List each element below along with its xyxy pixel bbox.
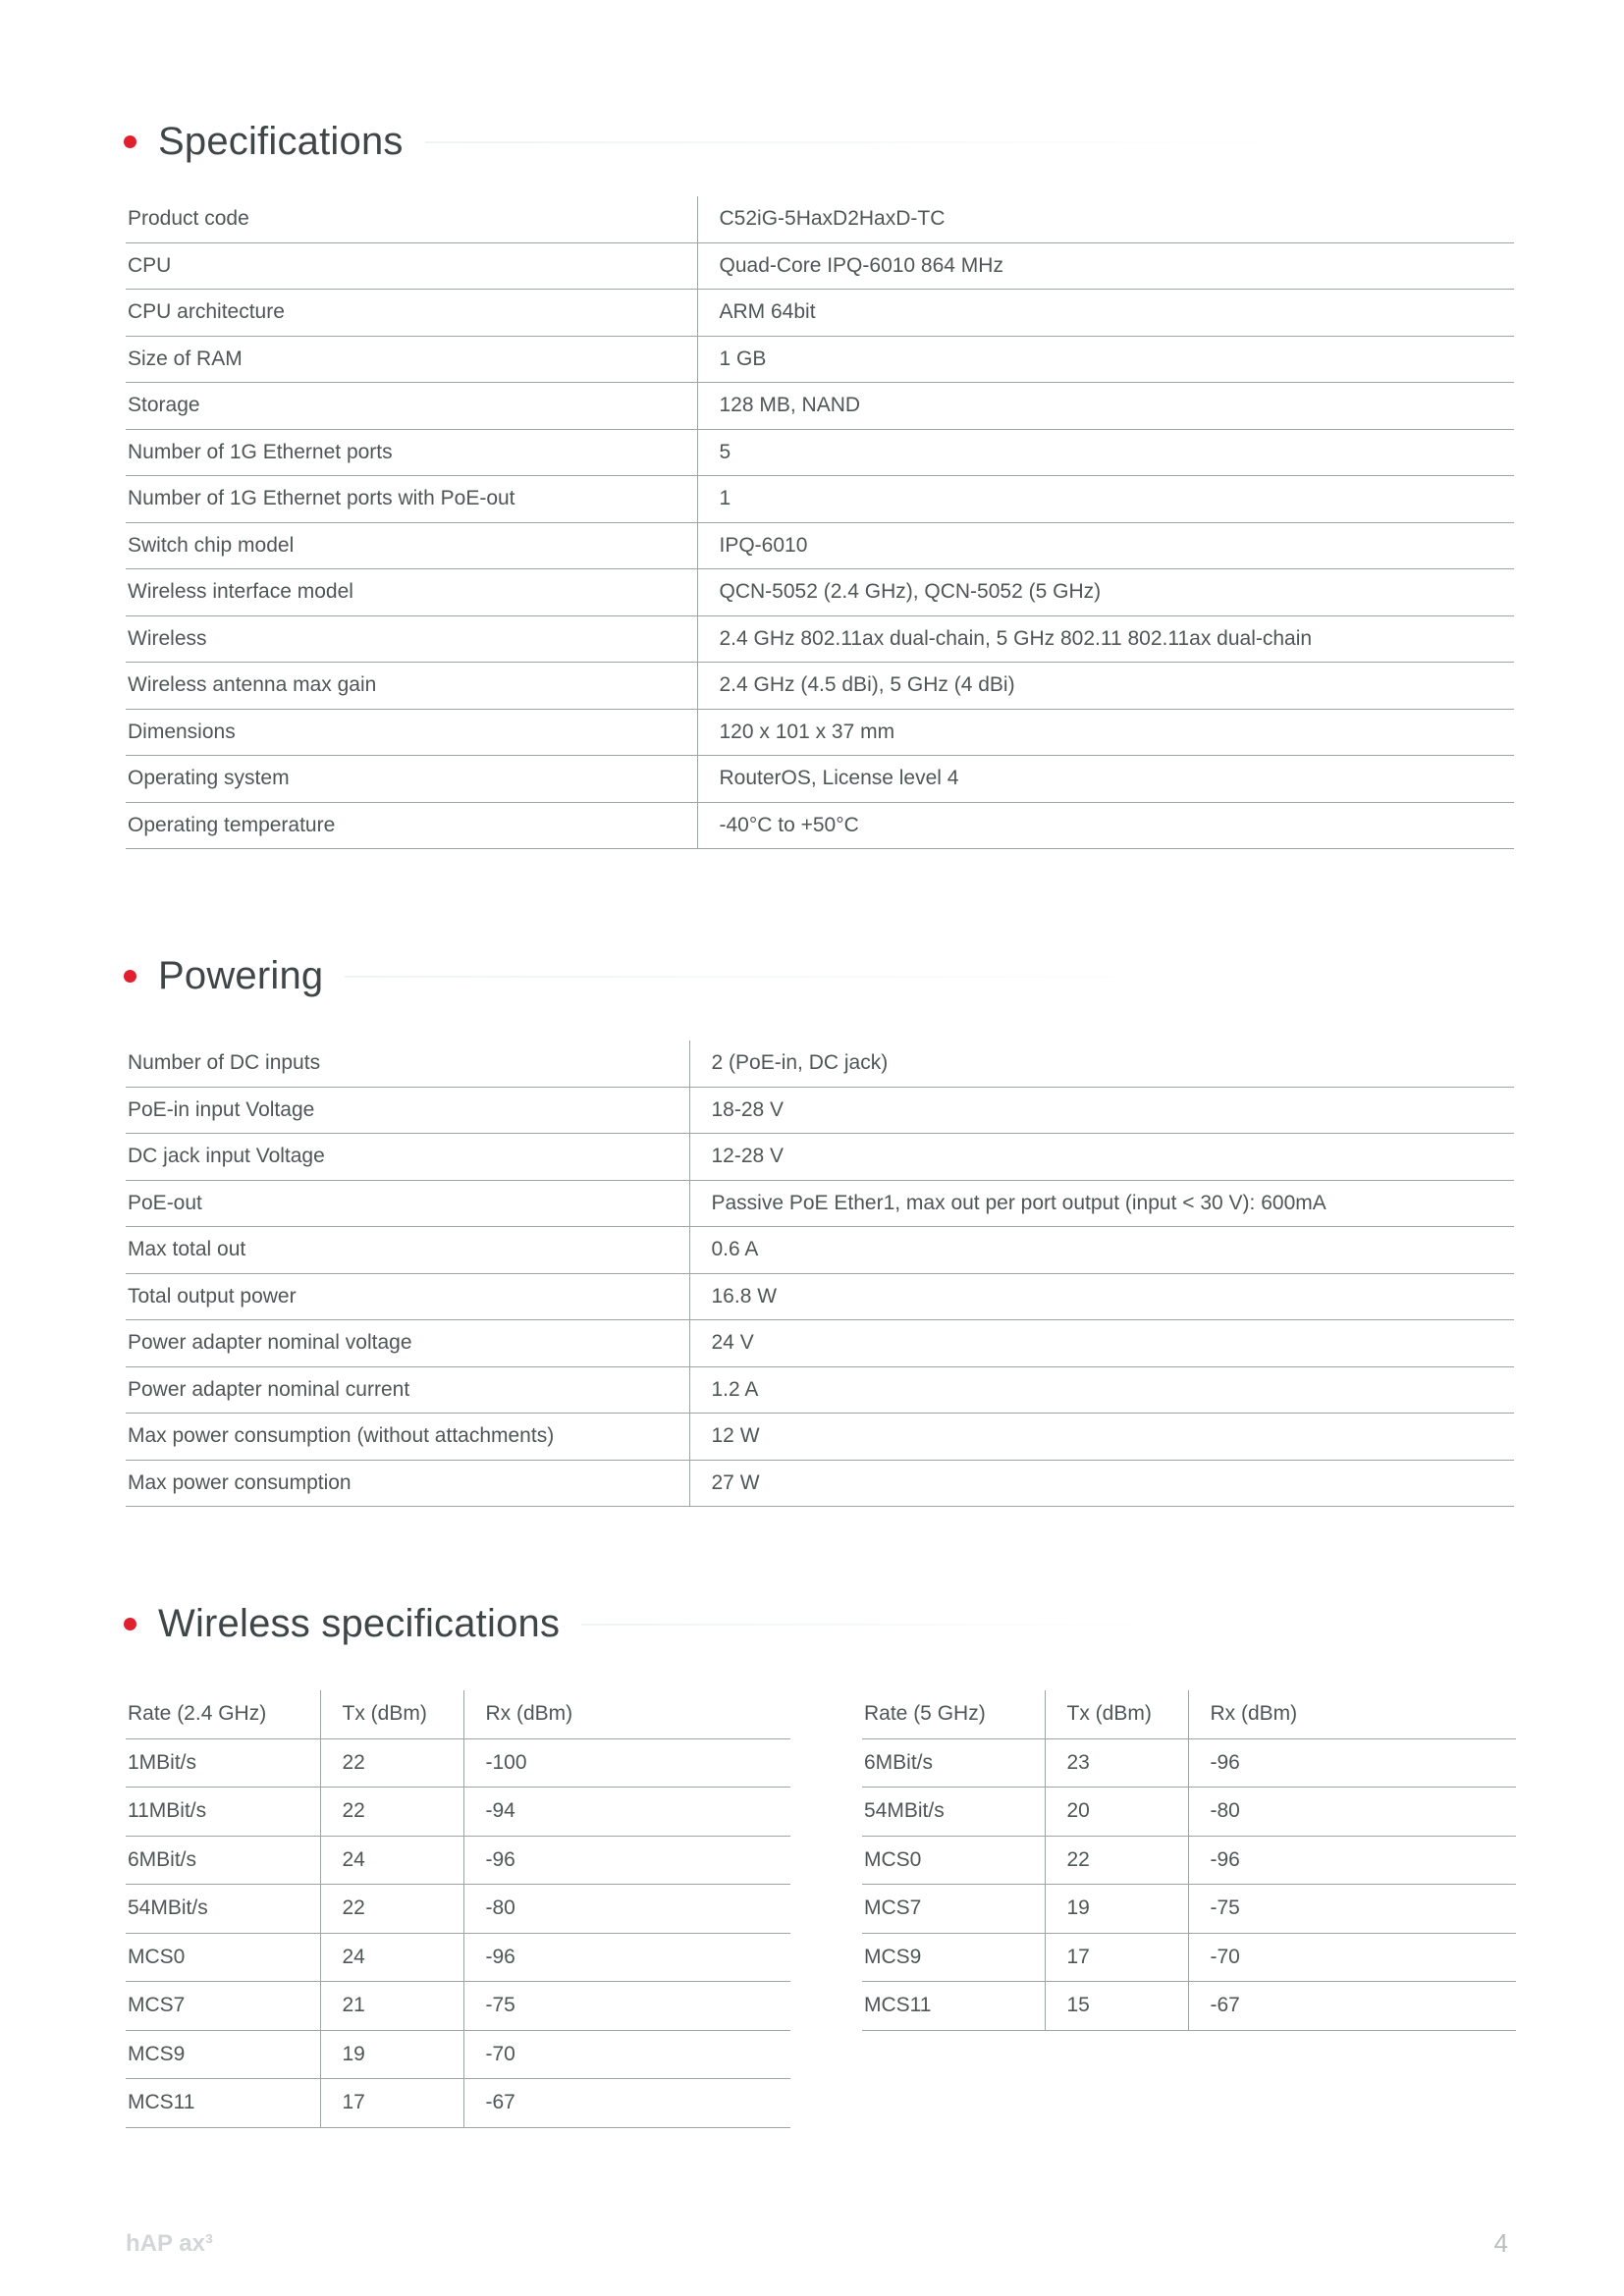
table-row [126,2030,790,2079]
spec-label: Number of 1G Ethernet ports [126,429,697,476]
tx-cell: 19 [1045,1885,1188,1934]
spec-label: Storage [126,383,697,430]
table-row [126,1134,1514,1181]
spec-value: 12-28 V [689,1134,1514,1181]
column-header: Tx (dBm) [1045,1690,1188,1738]
rate-cell: 54MBit/s [862,1788,1045,1837]
rate-cell: MCS9 [126,2030,320,2079]
spec-value: 120 x 101 x 37 mm [697,709,1514,756]
spec-value: QCN-5052 (2.4 GHz), QCN-5052 (5 GHz) [697,569,1514,616]
column-header: Tx (dBm) [320,1690,463,1738]
table-row [126,1320,1514,1367]
wireless-title: Wireless specifications [158,1602,561,1645]
table-row [126,476,1514,523]
table-row [126,1788,790,1837]
section-bullet [124,135,136,148]
spec-value: 24 V [689,1320,1514,1367]
spec-label: Operating temperature [126,802,697,849]
tx-cell: 22 [1045,1836,1188,1885]
spec-value: 12 W [689,1414,1514,1461]
rx-cell: -80 [463,1885,790,1934]
table-row [126,290,1514,337]
footer-model-name: hAP ax³ [126,2230,213,2257]
tx-cell: 22 [320,1885,463,1934]
rx-cell: -75 [1188,1885,1516,1934]
table-row [126,1180,1514,1227]
spec-label: Product code [126,196,697,242]
spec-value: ARM 64bit [697,290,1514,337]
tx-cell: 19 [320,2030,463,2079]
spec-label: Number of 1G Ethernet ports with PoE-out [126,476,697,523]
spec-value: 2 (PoE-in, DC jack) [689,1041,1514,1087]
table-header-row [126,1690,790,1738]
spec-label: Size of RAM [126,336,697,383]
powering-title: Powering [158,954,324,997]
table-row [126,1982,790,2031]
tx-cell: 17 [320,2079,463,2128]
table-row [126,802,1514,849]
rx-cell: -96 [463,1836,790,1885]
rate-cell: MCS11 [126,2079,320,2128]
spec-value: 1.2 A [689,1366,1514,1414]
spec-label: Max power consumption [126,1460,689,1507]
spec-label: Switch chip model [126,522,697,569]
rx-cell: -67 [463,2079,790,2128]
specifications-title: Specifications [158,120,404,163]
spec-label: Total output power [126,1273,689,1320]
rate-cell: MCS0 [862,1836,1045,1885]
spec-value: 16.8 W [689,1273,1514,1320]
spec-value: Quad-Core IPQ-6010 864 MHz [697,242,1514,290]
spec-label: Number of DC inputs [126,1041,689,1087]
spec-label: Wireless [126,615,697,663]
table-row [126,1227,1514,1274]
page-number: 4 [1493,2228,1508,2258]
title-divider [345,976,1228,978]
table-row [126,429,1514,476]
table-row [126,709,1514,756]
rx-cell: -75 [463,1982,790,2031]
table-row [126,1885,790,1934]
tx-cell: 24 [320,1933,463,1982]
rate-cell: 1MBit/s [126,1738,320,1788]
rate-cell: MCS11 [862,1982,1045,2031]
rate-cell: MCS7 [126,1982,320,2031]
table-row [126,1087,1514,1134]
table-row [862,1885,1516,1934]
rate-cell: 54MBit/s [126,1885,320,1934]
spec-label: PoE-in input Voltage [126,1087,689,1134]
table-row [126,1836,790,1885]
rate-5ghz-rows [862,1690,1516,2030]
powering-rows [126,1041,1514,1507]
powering-table [126,1041,1514,1507]
table-row [126,522,1514,569]
spec-label: Dimensions [126,709,697,756]
rate-cell: 6MBit/s [126,1836,320,1885]
table-row [126,196,1514,242]
spec-label: CPU architecture [126,290,697,337]
spec-value: Passive PoE Ether1, max out per port output (input < 30 V): 600mA [689,1180,1514,1227]
table-row [126,756,1514,803]
spec-label: CPU [126,242,697,290]
spec-value: C52iG-5HaxD2HaxD-TC [697,196,1514,242]
rate-2-4ghz-table [126,1690,790,2128]
rx-cell: -100 [463,1738,790,1788]
table-row [126,1460,1514,1507]
spec-label: PoE-out [126,1180,689,1227]
spec-value: RouterOS, License level 4 [697,756,1514,803]
spec-value: 128 MB, NAND [697,383,1514,430]
rate-cell: 6MBit/s [862,1738,1045,1788]
spec-label: Operating system [126,756,697,803]
column-header: Rx (dBm) [1188,1690,1516,1738]
spec-value: 27 W [689,1460,1514,1507]
tx-cell: 21 [320,1982,463,2031]
tx-cell: 20 [1045,1788,1188,1837]
rate-2-4ghz-rows [126,1690,790,2127]
spec-value: 1 [697,476,1514,523]
tx-cell: 17 [1045,1933,1188,1982]
table-row [126,1273,1514,1320]
spec-value: 2.4 GHz (4.5 dBi), 5 GHz (4 dBi) [697,663,1514,710]
rx-cell: -96 [463,1933,790,1982]
table-row [126,663,1514,710]
table-row [126,615,1514,663]
rx-cell: -80 [1188,1788,1516,1837]
spec-value: 5 [697,429,1514,476]
rx-cell: -67 [1188,1982,1516,2031]
powering-heading [124,954,1228,998]
table-row [862,1738,1516,1788]
rate-cell: MCS9 [862,1933,1045,1982]
title-divider [581,1624,1151,1626]
table-row [862,1836,1516,1885]
column-header: Rate (5 GHz) [862,1690,1045,1738]
table-row [126,569,1514,616]
specifications-rows [126,196,1514,849]
section-bullet [124,1618,136,1630]
rate-cell: 11MBit/s [126,1788,320,1837]
spec-label: Wireless antenna max gain [126,663,697,710]
specifications-table [126,196,1514,849]
table-row [126,1366,1514,1414]
wireless-heading [124,1602,1151,1646]
table-row [126,242,1514,290]
title-divider [425,141,1289,143]
spec-value: -40°C to +50°C [697,802,1514,849]
spec-value: 0.6 A [689,1227,1514,1274]
table-row [862,1933,1516,1982]
rate-cell: MCS0 [126,1933,320,1982]
column-header: Rx (dBm) [463,1690,790,1738]
rate-5ghz-table [862,1690,1516,2031]
table-row [126,336,1514,383]
rx-cell: -70 [463,2030,790,2079]
table-row [126,1738,790,1788]
spec-value: 2.4 GHz 802.11ax dual-chain, 5 GHz 802.11 802.11ax dual-chain [697,615,1514,663]
table-row [862,1982,1516,2031]
table-row [862,1788,1516,1837]
rx-cell: -96 [1188,1836,1516,1885]
table-row [126,1414,1514,1461]
spec-label: Power adapter nominal current [126,1366,689,1414]
column-header: Rate (2.4 GHz) [126,1690,320,1738]
specifications-heading [124,120,1289,164]
rate-cell: MCS7 [862,1885,1045,1934]
spec-label: Max power consumption (without attachments) [126,1414,689,1461]
tx-cell: 23 [1045,1738,1188,1788]
tx-cell: 24 [320,1836,463,1885]
spec-label: DC jack input Voltage [126,1134,689,1181]
spec-value: 18-28 V [689,1087,1514,1134]
tx-cell: 22 [320,1788,463,1837]
spec-label: Max total out [126,1227,689,1274]
table-row [126,2079,790,2128]
table-row [126,383,1514,430]
spec-label: Power adapter nominal voltage [126,1320,689,1367]
rx-cell: -94 [463,1788,790,1837]
spec-label: Wireless interface model [126,569,697,616]
section-bullet [124,970,136,983]
table-row [126,1041,1514,1087]
spec-value: 1 GB [697,336,1514,383]
tx-cell: 15 [1045,1982,1188,2031]
tx-cell: 22 [320,1738,463,1788]
rx-cell: -70 [1188,1933,1516,1982]
table-header-row [862,1690,1516,1738]
rx-cell: -96 [1188,1738,1516,1788]
spec-value: IPQ-6010 [697,522,1514,569]
table-row [126,1933,790,1982]
